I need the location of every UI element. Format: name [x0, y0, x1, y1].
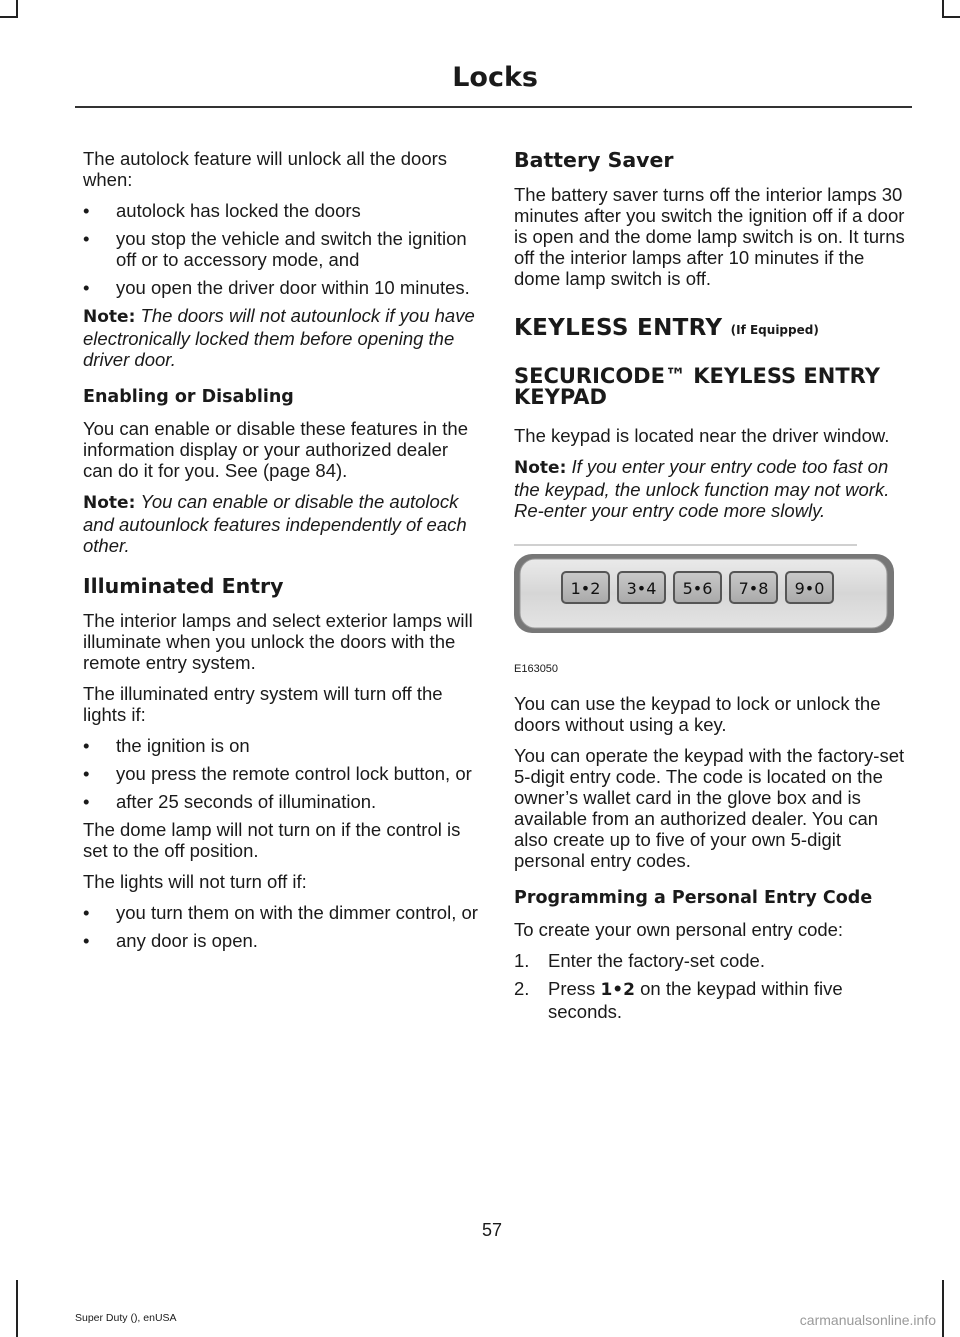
- crop-mark: [942, 1280, 944, 1337]
- key-label: 5•6: [682, 579, 713, 598]
- list-item: • you open the driver door within 10 minutes.: [83, 277, 478, 298]
- keypad-keys: [562, 572, 833, 603]
- step-text: Press: [548, 978, 601, 999]
- note-label: Note:: [514, 458, 567, 478]
- illuminated-entry-heading: Illuminated Entry: [83, 574, 284, 598]
- crop-mark: [16, 1280, 18, 1337]
- header-divider: [75, 106, 912, 108]
- note-label: Note:: [83, 307, 136, 327]
- keyless-entry-title: KEYLESS ENTRY: [514, 315, 723, 341]
- illuminated-off-list: [83, 735, 478, 812]
- entry-code-text: You can operate the keypad with the factory-set 5-digit entry code. The code is located on the owner’s wallet card in the glove box and is available from an authorized dealer. You can also create up to five of your own 5-digit personal entry codes.: [514, 745, 905, 871]
- note-text: The doors will not autounlock if you have electronically locked them before opening the driver door.: [83, 305, 475, 370]
- keypad-illustration: [514, 541, 894, 656]
- list-item: • you stop the vehicle and switch the ignition off or to accessory mode, and: [83, 228, 478, 270]
- step-item: [514, 950, 912, 971]
- key-label: 1•2: [570, 579, 601, 598]
- watermark: carmanualsonline.info: [799, 1312, 936, 1328]
- illuminated-on-list: [83, 902, 478, 951]
- note-enable-disable: [83, 491, 478, 556]
- autolock-intro: The autolock feature will unlock all the doors when:: [83, 148, 448, 190]
- keypad-key[interactable]: [730, 572, 777, 603]
- autolock-conditions-list: [83, 200, 478, 298]
- figure-id: E163050: [514, 663, 559, 675]
- key-label: 3•4: [626, 579, 657, 598]
- list-item: • the ignition is on: [83, 735, 478, 756]
- crop-mark: [942, 16, 960, 18]
- page-title: Locks: [452, 62, 538, 93]
- securicode-heading: SECURICODE™ KEYLESS ENTRY KEYPAD: [514, 364, 880, 409]
- note-text: If you enter your entry code too fast on the keypad, the unlock function may not work. Re-enter your entry code more slowly.: [514, 456, 890, 521]
- step-key-label: 1•2: [600, 980, 635, 1000]
- keypad-figure: [514, 541, 912, 681]
- enabling-text: You can enable or disable these features in the information display or your authorized dealer can do it for you. See (page 84).: [83, 418, 469, 481]
- step-text: on the keypad within five seconds.: [548, 978, 843, 1022]
- step-number: 1.: [514, 950, 530, 971]
- keypad-location-text: The keypad is located near the driver window.: [514, 425, 890, 446]
- step-item: [514, 978, 912, 1022]
- if-equipped-label: (If Equipped): [730, 323, 819, 337]
- battery-saver-heading: Battery Saver: [514, 148, 674, 172]
- programming-steps: [514, 950, 912, 1022]
- keypad-key[interactable]: [786, 572, 833, 603]
- footer-text: Super Duty (), enUSA: [75, 1312, 177, 1324]
- illuminated-p1: The interior lamps and select exterior lamps will illuminate when you unlock the doors with the remote entry system.: [83, 610, 473, 673]
- programming-heading: Programming a Personal Entry Code: [514, 888, 873, 908]
- key-label: 9•0: [794, 579, 825, 598]
- trim-line: [514, 544, 857, 546]
- step-text: Enter the factory-set code.: [548, 950, 765, 971]
- programming-intro: To create your own personal entry code:: [514, 919, 844, 940]
- crop-mark: [0, 16, 18, 18]
- note-text: You can enable or disable the autolock and autounlock features independently of each other.: [83, 491, 467, 556]
- note-entry-speed: [514, 456, 912, 521]
- keypad-key[interactable]: [674, 572, 721, 603]
- keypad-key[interactable]: [618, 572, 665, 603]
- list-item: • you press the remote control lock button, or: [83, 763, 478, 784]
- enabling-heading: Enabling or Disabling: [83, 387, 294, 407]
- illuminated-p2: The illuminated entry system will turn off the lights if:: [83, 683, 443, 725]
- note-autounlock: [83, 305, 478, 370]
- list-item: • autolock has locked the doors: [83, 200, 478, 221]
- illuminated-p3: The dome lamp will not turn on if the control is set to the off position.: [83, 819, 461, 861]
- list-item: • you turn them on with the dimmer control, or: [83, 902, 478, 923]
- battery-saver-text: The battery saver turns off the interior lamps 30 minutes after you switch the ignition off if a door is open and the dome lamp switch is on. It turns off the interior lamps after 10 minutes if the dome lamp switch is off.: [514, 184, 905, 289]
- keypad-key[interactable]: [562, 572, 609, 603]
- keyless-entry-heading: [514, 315, 912, 344]
- note-label: Note:: [83, 493, 136, 513]
- list-item: • any door is open.: [83, 930, 478, 951]
- key-label: 7•8: [738, 579, 769, 598]
- step-number: 2.: [514, 978, 530, 999]
- keypad-usage-text: You can use the keypad to lock or unlock the doors without using a key.: [514, 693, 881, 735]
- left-column: [83, 148, 478, 958]
- illuminated-p4: The lights will not turn off if:: [83, 871, 307, 892]
- right-column: [514, 148, 912, 1029]
- list-item: • after 25 seconds of illumination.: [83, 791, 478, 812]
- page-number: 57: [482, 1220, 503, 1240]
